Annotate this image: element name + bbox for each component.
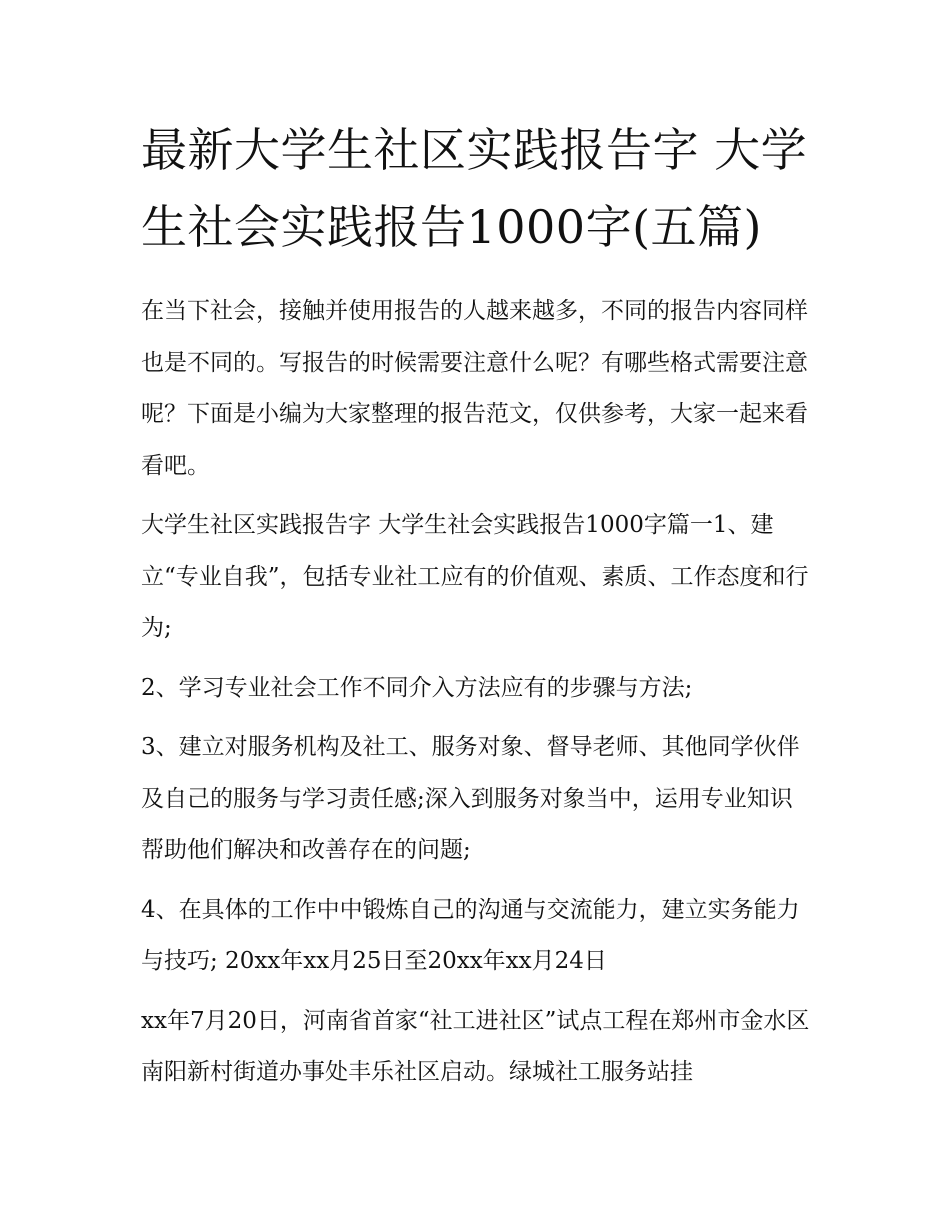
paragraph-item-3: 3、建立对服务机构及社工、服务对象、督导老师、其他同学伙伴及自己的服务与学习责任感;深入到服务对象当中，运用专业知识帮助他们解决和改善存在的问题; xyxy=(141,734,800,863)
paragraph-item-4: 4、在具体的工作中中锻炼自己的沟通与交流能力，建立实务能力与技巧; 20xx年xx月25日至20xx年xx月24日 xyxy=(141,896,800,974)
paragraph-section-1: 大学生社区实践报告字 大学生社会实践报告1000字篇一1、建立“专业自我”，包括专业社工应有的价值观、素质、工作态度和行为; xyxy=(141,512,809,641)
paragraph-intro: 在当下社会，接触并使用报告的人越来越多，不同的报告内容同样也是不同的。写报告的时候需要注意什么呢？有哪些格式需要注意呢？下面是小编为大家整理的报告范文，仅供参考，大家一起来看看吧。 xyxy=(141,298,808,479)
paragraph-item-2: 2、学习专业社会工作不同介入方法应有的步骤与方法; xyxy=(141,674,693,701)
paragraph-event: xx年7月20日，河南省首家“社工进社区”试点工程在郑州市金水区南阳新村街道办事处丰乐社区启动。绿城社工服务站挂 xyxy=(141,1007,810,1085)
document-title: 最新大学生社区实践报告字 大学生社会实践报告1000字(五篇) xyxy=(141,123,808,254)
document-page xyxy=(141,112,813,1107)
